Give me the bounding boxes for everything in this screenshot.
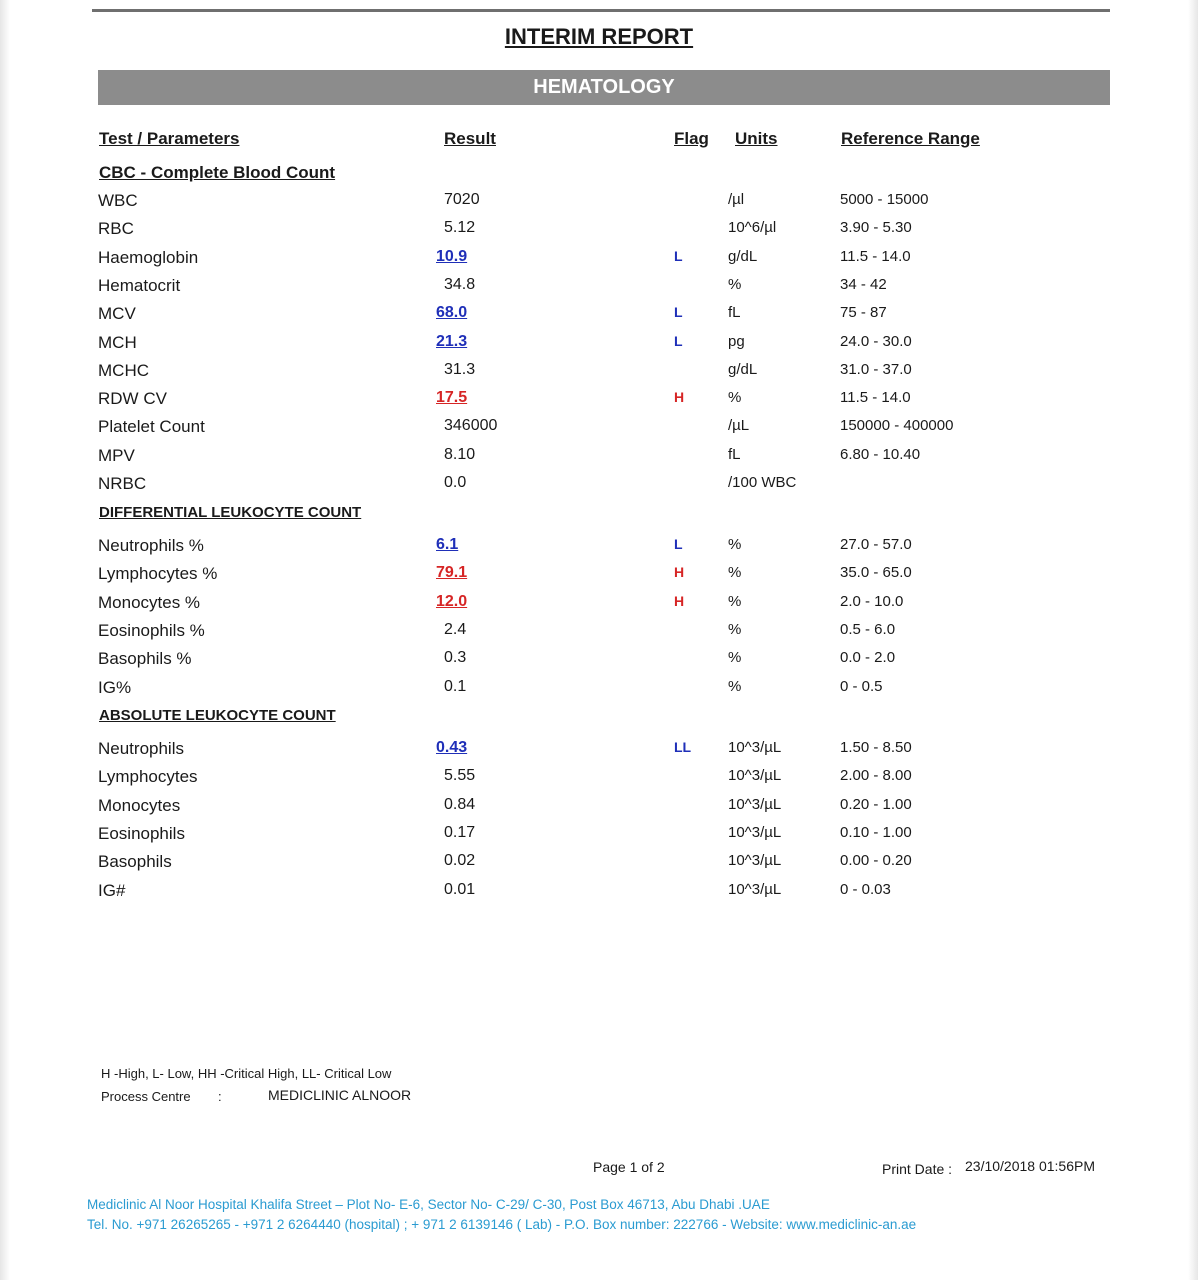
test-flag: L [674, 536, 683, 552]
group-title: DIFFERENTIAL LEUKOCYTE COUNT [99, 504, 362, 521]
process-centre-label: Process Centre [101, 1089, 191, 1104]
test-reference-range: 0.0 - 2.0 [840, 649, 896, 666]
test-name: Platelet Count [98, 417, 205, 436]
process-centre-value: MEDICLINIC ALNOOR [268, 1087, 412, 1103]
test-name: RBC [98, 219, 134, 238]
header-parameters: Test / Parameters [99, 129, 240, 148]
test-reference-range: 2.0 - 10.0 [840, 593, 904, 610]
test-unit: % [728, 564, 742, 581]
test-reference-range: 0.00 - 0.20 [840, 852, 912, 869]
test-result: 2.4 [444, 621, 467, 638]
test-name: Neutrophils [98, 739, 184, 758]
test-name: IG% [98, 678, 132, 697]
test-reference-range: 35.0 - 65.0 [840, 564, 912, 581]
header-reference-range: Reference Range [841, 129, 980, 148]
test-result: 0.3 [444, 649, 467, 666]
test-result: 5.55 [444, 767, 476, 784]
test-result: 6.1 [436, 536, 459, 553]
table-row [0, 304, 1198, 328]
test-result: 12.0 [436, 593, 468, 610]
test-reference-range: 34 - 42 [840, 276, 887, 293]
test-result: 8.10 [444, 446, 476, 463]
test-unit: 10^3/µL [728, 739, 782, 756]
test-reference-range: 2.00 - 8.00 [840, 767, 912, 784]
test-reference-range: 6.80 - 10.40 [840, 446, 921, 463]
test-name: Hematocrit [98, 276, 181, 295]
test-name: Neutrophils % [98, 536, 204, 555]
test-result: 0.1 [444, 678, 467, 695]
test-reference-range: 0.10 - 1.00 [840, 824, 912, 841]
table-row [0, 593, 1198, 617]
top-rule [92, 9, 1110, 12]
table-row [0, 678, 1198, 702]
test-reference-range: 1.50 - 8.50 [840, 739, 912, 756]
test-flag: LL [674, 739, 692, 755]
test-result: 0.0 [444, 474, 467, 491]
test-name: Lymphocytes [98, 767, 198, 786]
test-reference-range: 3.90 - 5.30 [840, 219, 912, 236]
test-flag: H [674, 389, 685, 405]
section-bar-hematology: HEMATOLOGY [98, 70, 1110, 105]
table-row [0, 796, 1198, 820]
test-name: Eosinophils [98, 824, 185, 843]
test-name: NRBC [98, 474, 147, 493]
test-unit: % [728, 649, 742, 666]
table-row [0, 881, 1198, 905]
table-row [0, 536, 1198, 560]
group-title: CBC - Complete Blood Count [99, 163, 336, 182]
test-name: Lymphocytes % [98, 564, 218, 583]
table-row [0, 333, 1198, 357]
test-unit: g/dL [728, 361, 758, 378]
table-row [0, 248, 1198, 272]
test-reference-range: 31.0 - 37.0 [840, 361, 912, 378]
test-reference-range: 75 - 87 [840, 304, 887, 321]
test-unit: /100 WBC [728, 474, 797, 491]
test-unit: % [728, 621, 742, 638]
test-name: Basophils % [98, 649, 192, 668]
test-result: 0.84 [444, 796, 476, 813]
table-row [0, 739, 1198, 763]
test-result: 0.17 [444, 824, 476, 841]
page-number: Page 1 of 2 [593, 1159, 665, 1175]
test-reference-range: 0.5 - 6.0 [840, 621, 896, 638]
flag-legend: H -High, L- Low, HH -Critical High, LL- Critical Low [101, 1066, 392, 1081]
test-name: Monocytes % [98, 593, 201, 612]
test-result: 346000 [444, 417, 498, 434]
table-row [0, 389, 1198, 413]
test-name: WBC [98, 191, 138, 210]
test-result: 5.12 [444, 219, 476, 236]
table-row [0, 621, 1198, 645]
header-flag: Flag [674, 129, 709, 148]
test-result: 7020 [444, 191, 480, 208]
test-name: MCV [98, 304, 136, 323]
table-row [0, 191, 1198, 215]
group-title: ABSOLUTE LEUKOCYTE COUNT [99, 707, 336, 724]
print-date-label: Print Date : [882, 1161, 953, 1177]
test-name: RDW CV [98, 389, 167, 408]
test-result: 17.5 [436, 389, 468, 406]
test-unit: 10^3/µL [728, 796, 782, 813]
header-result: Result [444, 129, 496, 148]
test-reference-range: 11.5 - 14.0 [840, 389, 911, 406]
test-unit: % [728, 389, 742, 406]
test-result: 31.3 [444, 361, 476, 378]
test-unit: % [728, 678, 742, 695]
table-row [0, 417, 1198, 441]
test-flag: H [674, 564, 685, 580]
test-unit: g/dL [728, 248, 758, 265]
test-result: 21.3 [436, 333, 468, 350]
test-flag: L [674, 304, 683, 320]
test-reference-range: 24.0 - 30.0 [840, 333, 912, 350]
test-result: 0.02 [444, 852, 476, 869]
test-result: 68.0 [436, 304, 468, 321]
footer-contact: Tel. No. +971 26265265 - +971 2 6264440 (hospital) ; + 971 2 6139146 ( Lab) - P.O. Box number: 222766 - Website: www.mediclinic-an.ae [87, 1217, 917, 1232]
table-row [0, 767, 1198, 791]
test-unit: fL [728, 446, 741, 463]
test-unit: /µL [728, 417, 750, 434]
test-result: 34.8 [444, 276, 476, 293]
footer-address: Mediclinic Al Noor Hospital Khalifa Street – Plot No- E-6, Sector No- C-29/ C-30, Post Box 46713, Abu Dhabi .UAE [87, 1197, 770, 1212]
table-row [0, 219, 1198, 243]
test-name: Basophils [98, 852, 172, 871]
test-unit: 10^3/µL [728, 852, 782, 869]
test-unit: 10^3/µL [728, 767, 782, 784]
test-reference-range: 27.0 - 57.0 [840, 536, 912, 553]
test-result: 0.43 [436, 739, 468, 756]
test-unit: 10^3/µL [728, 824, 782, 841]
test-unit: 10^6/µl [728, 219, 777, 236]
table-row [0, 564, 1198, 588]
test-reference-range: 150000 - 400000 [840, 417, 954, 434]
test-result: 10.9 [436, 248, 468, 265]
test-name: Eosinophils % [98, 621, 205, 640]
test-name: MCHC [98, 361, 149, 380]
test-name: Haemoglobin [98, 248, 199, 267]
test-reference-range: 0 - 0.5 [840, 678, 883, 695]
test-result: 79.1 [436, 564, 468, 581]
test-reference-range: 0 - 0.03 [840, 881, 891, 898]
test-name: MPV [98, 446, 135, 465]
test-flag: L [674, 248, 683, 264]
test-name: IG# [98, 881, 126, 900]
test-unit: % [728, 276, 742, 293]
table-row [0, 824, 1198, 848]
test-unit: fL [728, 304, 741, 321]
table-row [0, 361, 1198, 385]
test-result: 0.01 [444, 881, 476, 898]
test-unit: /µl [728, 191, 745, 208]
test-unit: 10^3/µL [728, 881, 782, 898]
test-reference-range: 11.5 - 14.0 [840, 248, 911, 265]
header-units: Units [735, 129, 778, 148]
test-reference-range: 5000 - 15000 [840, 191, 929, 208]
test-unit: % [728, 593, 742, 610]
test-name: MCH [98, 333, 137, 352]
table-row [0, 446, 1198, 470]
process-centre-separator: : [218, 1089, 222, 1104]
table-row [0, 649, 1198, 673]
report-title: INTERIM REPORT [504, 24, 694, 49]
table-row [0, 276, 1198, 300]
test-flag: L [674, 333, 683, 349]
test-reference-range: 0.20 - 1.00 [840, 796, 912, 813]
table-row [0, 474, 1198, 498]
table-row [0, 852, 1198, 876]
print-date-value: 23/10/2018 01:56PM [965, 1158, 1095, 1174]
test-name: Monocytes [98, 796, 181, 815]
test-unit: % [728, 536, 742, 553]
test-flag: H [674, 593, 685, 609]
test-unit: pg [728, 333, 745, 350]
